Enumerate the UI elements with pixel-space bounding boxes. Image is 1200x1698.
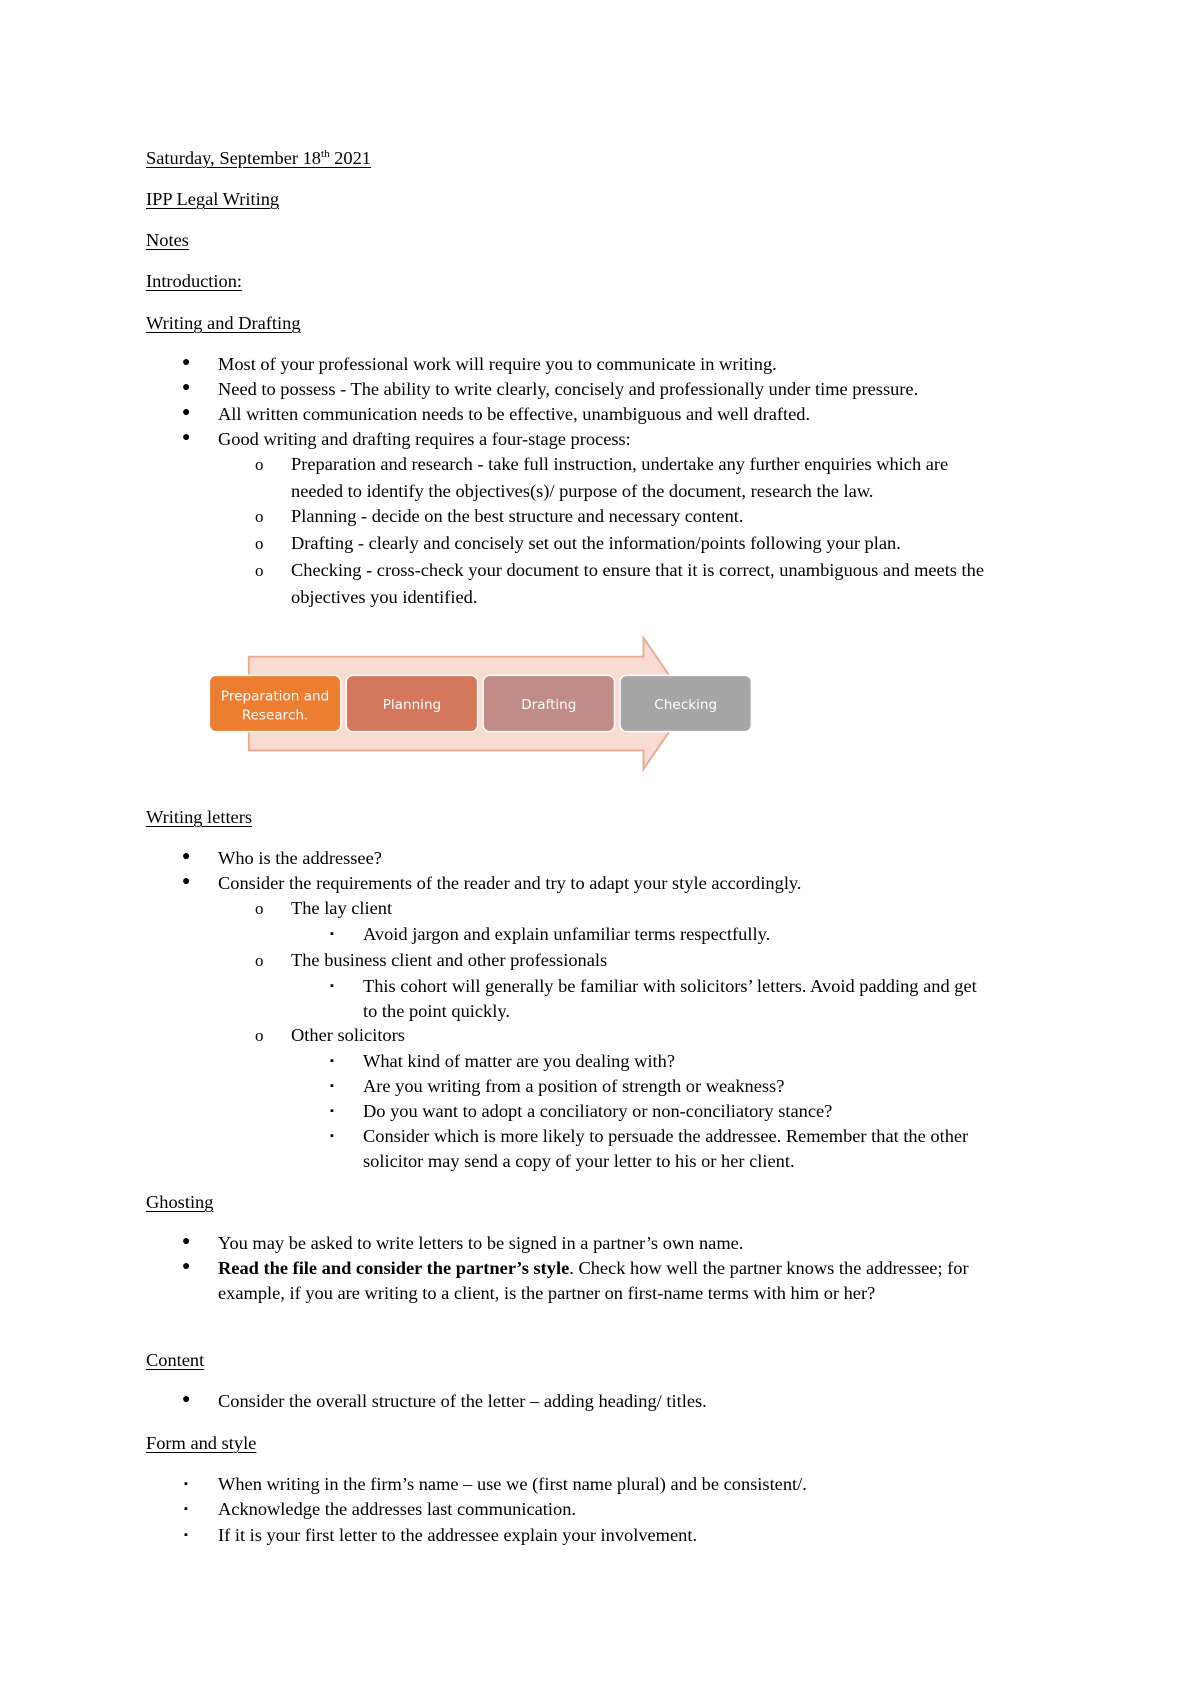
list-item: You may be asked to write letters to be signed in a partner’s own name.: [218, 1233, 744, 1253]
bullet-circle: o: [255, 951, 264, 970]
process-step-label: Drafting: [521, 697, 577, 714]
bullet-circle: o: [255, 561, 264, 580]
sub-sub-list-item-continued: to the point quickly.: [363, 1001, 510, 1021]
sub-list-item: Other solicitors: [291, 1025, 405, 1045]
bullet-dot: ●: [182, 430, 191, 445]
sub-list-item: Planning - decide on the best structure and necessary content.: [291, 506, 744, 526]
list-item: Acknowledge the addresses last communication.: [218, 1499, 577, 1519]
introduction-heading: Introduction:: [146, 271, 243, 291]
bullet-circle: o: [255, 899, 264, 918]
sub-list-item: Drafting - clearly and concisely set out the information/points following your plan.: [291, 533, 901, 553]
list-item: Need to possess - The ability to write clearly, concisely and professionally under time pressure.: [218, 379, 919, 399]
sub-sub-list-item: Are you writing from a position of strength or weakness?: [363, 1076, 785, 1096]
bullet-square: ▪: [330, 1080, 334, 1092]
process-diagram: [186, 636, 786, 786]
list-item: All written communication needs to be effective, unambiguous and well drafted.: [218, 404, 811, 424]
bullet-circle: o: [255, 1026, 264, 1045]
sub-sub-list-item: Consider which is more likely to persuade the addressee. Remember that the other: [363, 1126, 969, 1146]
section-heading-ghosting: Ghosting: [146, 1192, 214, 1212]
sub-list-item: Checking - cross-check your document to ensure that it is correct, unambiguous and meets the: [291, 560, 985, 580]
list-item: Who is the addressee?: [218, 848, 382, 868]
sub-sub-list-item-continued: solicitor may send a copy of your letter to his or her client.: [363, 1151, 795, 1171]
bullet-dot: ●: [182, 1259, 191, 1274]
process-step-label: Preparation and: [220, 688, 330, 705]
date-heading: Saturday, September 18th 2021: [146, 148, 371, 168]
section-heading-form-style: Form and style: [146, 1433, 257, 1453]
list-item: Consider the overall structure of the letter – adding heading/ titles.: [218, 1391, 707, 1411]
sub-list-item: The business client and other professionals: [291, 950, 608, 970]
bullet-small-square: ▪: [184, 1478, 188, 1490]
bullet-square: ▪: [330, 928, 334, 940]
bullet-square: ▪: [330, 980, 334, 992]
bullet-circle: o: [255, 507, 264, 526]
section-heading-content: Content: [146, 1350, 205, 1370]
sub-list-item-continued: objectives you identified.: [291, 587, 478, 607]
sub-sub-list-item: What kind of matter are you dealing with?: [363, 1051, 676, 1071]
sub-sub-list-item: Do you want to adopt a conciliatory or non-conciliatory stance?: [363, 1101, 833, 1121]
bullet-dot: ●: [182, 1392, 191, 1407]
bullet-dot: ●: [182, 1234, 191, 1249]
bullet-small-square: ▪: [184, 1529, 188, 1541]
bullet-dot: ●: [182, 380, 191, 395]
sub-list-item: The lay client: [291, 898, 393, 918]
sub-list-item: Preparation and research - take full instruction, undertake any further enquiries which are: [291, 454, 949, 474]
bullet-dot: ●: [182, 874, 191, 889]
bullet-circle: o: [255, 455, 264, 474]
sub-sub-list-item: Avoid jargon and explain unfamiliar terms respectfully.: [363, 924, 771, 944]
bullet-small-square: ▪: [184, 1503, 188, 1515]
list-item: Read the file and consider the partner’s style. Check how well the partner knows the addressee; for: [218, 1258, 969, 1278]
notes-heading: Notes: [146, 230, 189, 250]
bullet-square: ▪: [330, 1055, 334, 1067]
list-item-continued: example, if you are writing to a client, is the partner on first-name terms with him or her?: [218, 1283, 876, 1303]
emphasis-text: Read the file and consider the partner’s style: [218, 1258, 570, 1278]
bullet-dot: ●: [182, 355, 191, 370]
list-item: Consider the requirements of the reader and try to adapt your style accordingly.: [218, 873, 802, 893]
list-item: Good writing and drafting requires a four-stage process:: [218, 429, 631, 449]
bullet-square: ▪: [330, 1105, 334, 1117]
list-item: When writing in the firm’s name – use we (first name plural) and be consistent/.: [218, 1474, 807, 1494]
list-item: If it is your first letter to the addressee explain your involvement.: [218, 1525, 698, 1545]
course-title: IPP Legal Writing: [146, 189, 280, 209]
bullet-square: ▪: [330, 1130, 334, 1142]
sub-sub-list-item: This cohort will generally be familiar with solicitors’ letters. Avoid padding and get: [363, 976, 977, 996]
process-step-label: Research.: [241, 707, 309, 724]
section-heading-writing-letters: Writing letters: [146, 807, 252, 827]
bullet-dot: ●: [182, 849, 191, 864]
list-item: Most of your professional work will require you to communicate in writing.: [218, 354, 777, 374]
process-step-label: Checking: [654, 697, 718, 714]
bullet-circle: o: [255, 534, 264, 553]
bullet-dot: ●: [182, 405, 191, 420]
section-heading-writing-drafting: Writing and Drafting: [146, 313, 301, 333]
process-step-label: Planning: [382, 697, 442, 714]
sub-list-item-continued: needed to identify the objectives(s)/ purpose of the document, research the law.: [291, 481, 874, 501]
